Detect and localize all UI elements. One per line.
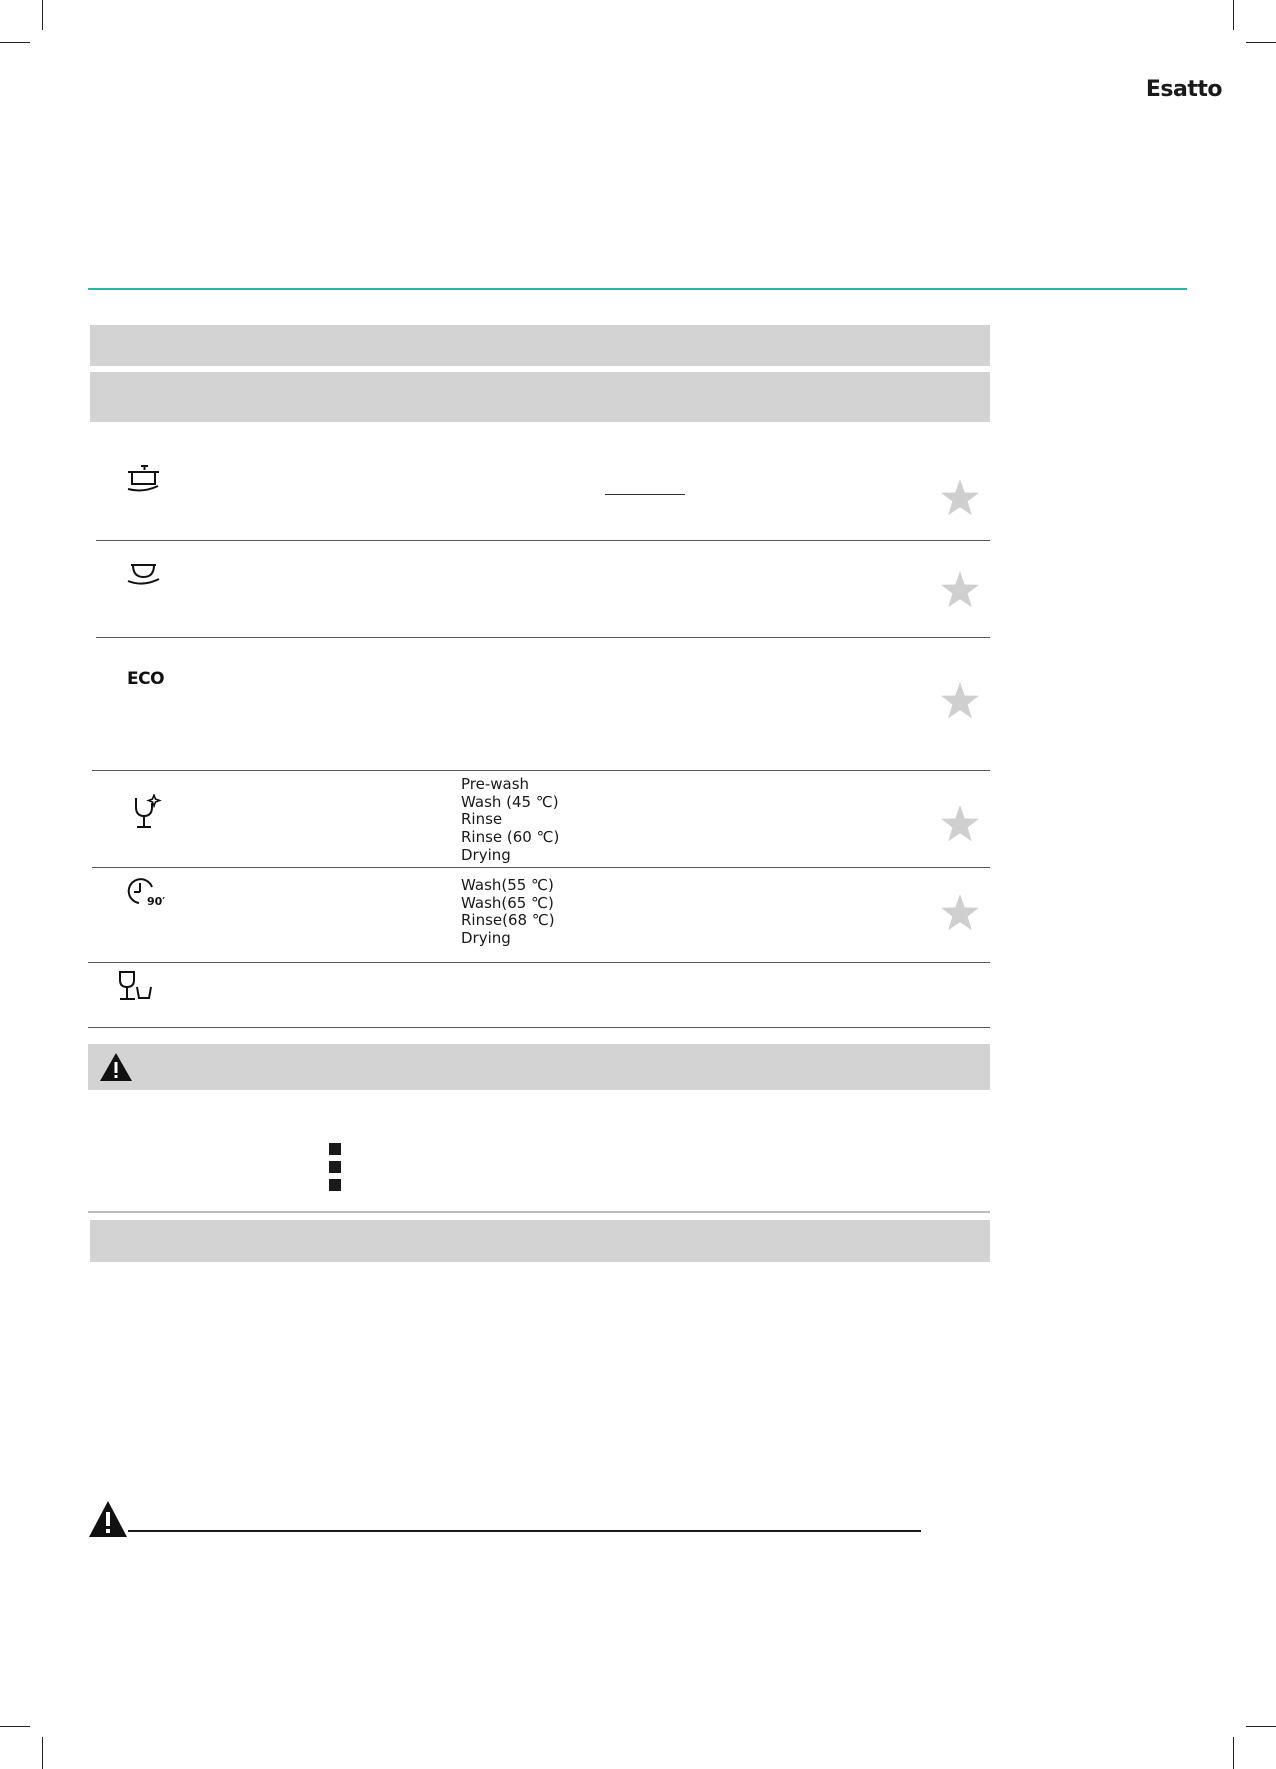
section-divider bbox=[88, 1211, 990, 1213]
program-step: Wash(65 ℃) bbox=[461, 893, 554, 912]
crop-mark bbox=[42, 0, 43, 30]
row-divider bbox=[96, 637, 990, 638]
crop-mark bbox=[1233, 1737, 1234, 1769]
program-step: Pre-wash bbox=[461, 775, 530, 793]
program-step: Drying bbox=[461, 845, 511, 864]
row-divider bbox=[92, 770, 990, 771]
star-icon bbox=[940, 478, 980, 518]
program-steps-list bbox=[461, 776, 559, 865]
row-divider bbox=[88, 1027, 990, 1028]
section-band bbox=[90, 1220, 990, 1262]
program-steps-list bbox=[461, 877, 555, 948]
eco-icon: ECO bbox=[127, 669, 165, 689]
warning-underline bbox=[128, 1530, 921, 1532]
clock-90-icon bbox=[126, 877, 170, 911]
star-icon bbox=[940, 681, 980, 721]
crop-mark bbox=[1246, 42, 1276, 43]
program-step: Wash(55 ℃) bbox=[461, 876, 554, 894]
bullet-square bbox=[329, 1143, 341, 1155]
row-divider bbox=[96, 540, 990, 541]
star-icon bbox=[940, 804, 980, 844]
pot-icon bbox=[126, 464, 168, 494]
star-icon bbox=[940, 893, 980, 933]
program-step: Drying bbox=[461, 929, 511, 948]
warning-icon bbox=[88, 1500, 128, 1538]
table-header-band bbox=[90, 372, 990, 422]
table-title-band bbox=[90, 325, 990, 366]
clock-90-label: 90′ bbox=[147, 895, 166, 908]
row-divider bbox=[92, 867, 990, 868]
program-step: Rinse(68 ℃) bbox=[461, 911, 555, 930]
program-step: Wash (45 ℃) bbox=[461, 792, 559, 811]
bullet-square bbox=[329, 1179, 341, 1191]
program-step: Rinse bbox=[461, 810, 503, 829]
glass-sparkle-icon bbox=[132, 794, 166, 830]
crop-mark bbox=[1246, 1726, 1276, 1727]
crop-mark bbox=[0, 1726, 30, 1727]
section-divider bbox=[88, 288, 1187, 290]
program-step: Rinse (60 ℃) bbox=[461, 828, 560, 847]
brand-logo: Esatto bbox=[1145, 77, 1222, 102]
bullet-square bbox=[329, 1161, 341, 1173]
crop-mark bbox=[1233, 0, 1234, 30]
annotation-underline bbox=[605, 494, 685, 495]
crop-mark bbox=[0, 42, 30, 43]
crop-mark bbox=[42, 1737, 43, 1769]
bowl-icon bbox=[126, 562, 168, 590]
warning-icon bbox=[99, 1052, 133, 1082]
warning-band bbox=[88, 1044, 990, 1090]
glass-cup-icon bbox=[117, 970, 155, 1002]
row-divider bbox=[88, 962, 990, 963]
star-icon bbox=[940, 570, 980, 610]
